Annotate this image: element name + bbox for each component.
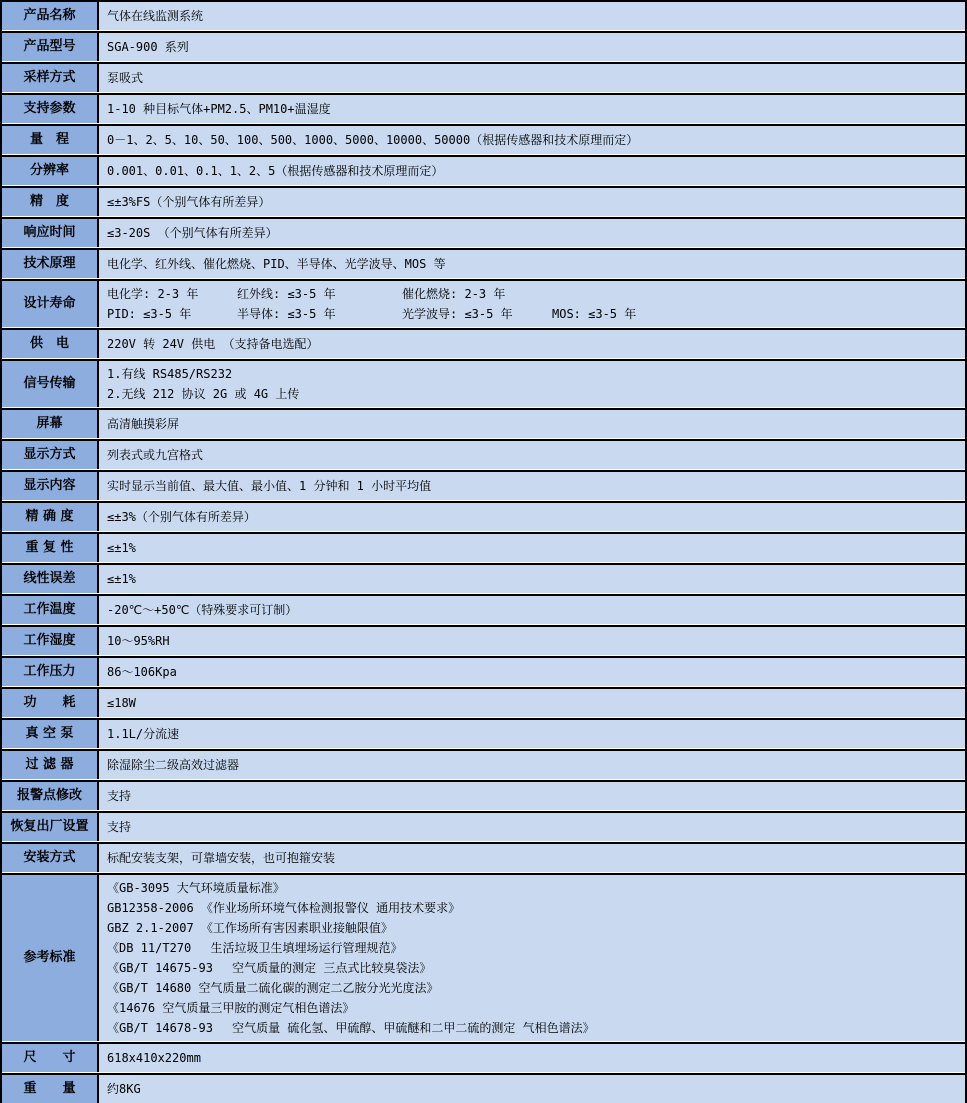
spec-row-value	[99, 330, 965, 358]
spec-row	[2, 62, 965, 92]
spec-row-label: 信号传输	[2, 361, 99, 407]
spec-row-value	[99, 1044, 965, 1072]
spec-row-label: 供 电	[2, 330, 99, 358]
spec-row-value	[99, 281, 965, 327]
spec-row-label: 尺 寸	[2, 1044, 99, 1072]
spec-row-value	[99, 250, 965, 278]
spec-row	[2, 594, 965, 624]
spec-row-value	[99, 33, 965, 61]
spec-value-segment: 《GB/T 14678-93 空气质量 硫化氢、甲硫醇、甲硫醚和二甲二硫的测定 气相色谱法》	[107, 1021, 595, 1035]
spec-value-segment: 光学波导: ≤3-5 年	[402, 307, 513, 321]
spec-row-value	[99, 441, 965, 469]
spec-value-segment: 0－1、2、5、10、50、100、500、1000、5000、10000、50000（根据传感器和技术原理而定）	[107, 133, 639, 147]
spec-value-segment: GBZ 2.1-2007 《工作场所有害因素职业接触限值》	[107, 921, 393, 935]
spec-value-line	[107, 384, 957, 404]
spec-value-line	[107, 254, 957, 274]
spec-value-line	[107, 68, 957, 88]
spec-value-line	[107, 414, 957, 434]
spec-row-value	[99, 689, 965, 717]
spec-row	[2, 625, 965, 655]
spec-row-label: 参考标准	[2, 875, 99, 1041]
spec-value-line	[107, 37, 957, 57]
spec-value-segment: ≤±3%（个别气体有所差异）	[107, 510, 256, 524]
spec-row-value	[99, 503, 965, 531]
spec-row-value	[99, 157, 965, 185]
spec-value-segment: 《14676 空气质量三甲胺的测定气相色谱法》	[107, 1001, 355, 1015]
spec-row-value	[99, 720, 965, 748]
spec-value-segment: 支持	[107, 789, 132, 803]
spec-row	[2, 811, 965, 841]
spec-value-line	[107, 507, 957, 527]
spec-row-value	[99, 596, 965, 624]
spec-row-label: 采样方式	[2, 64, 99, 92]
spec-value-line	[107, 192, 957, 212]
spec-value-line	[107, 1048, 957, 1068]
spec-row	[2, 1073, 965, 1103]
spec-row	[2, 470, 965, 500]
spec-value-segment: 《GB-3095 大气环境质量标准》	[107, 881, 285, 895]
spec-value-segment: 实时显示当前值、最大值、最小值、1 分钟和 1 小时平均值	[107, 479, 432, 493]
spec-row-label: 量 程	[2, 126, 99, 154]
spec-value-line	[107, 848, 957, 868]
spec-row	[2, 328, 965, 358]
spec-row-label: 设计寿命	[2, 281, 99, 327]
spec-row	[2, 501, 965, 531]
spec-row-label: 分辨率	[2, 157, 99, 185]
spec-value-segment: 《GB/T 14680 空气质量二硫化碳的测定二乙胺分光光度法》	[107, 981, 439, 995]
spec-row-value	[99, 565, 965, 593]
spec-value-segment: 220V 转 24V 供电 （支持备电选配）	[107, 337, 319, 351]
spec-row-value	[99, 95, 965, 123]
spec-row-label: 报警点修改	[2, 782, 99, 810]
spec-value-line	[107, 364, 957, 384]
spec-value-line	[107, 998, 957, 1018]
spec-row	[2, 359, 965, 407]
spec-row-value	[99, 627, 965, 655]
spec-value-line	[107, 786, 957, 806]
spec-value-line	[107, 99, 957, 119]
spec-row	[2, 124, 965, 154]
spec-row-label: 显示方式	[2, 441, 99, 469]
spec-value-line	[107, 600, 957, 620]
spec-row-label: 重 复 性	[2, 534, 99, 562]
spec-row-value	[99, 410, 965, 438]
spec-row-value	[99, 782, 965, 810]
spec-row-value	[99, 188, 965, 216]
spec-value-segment: ≤±3%FS（个别气体有所差异）	[107, 195, 271, 209]
spec-row-label: 响应时间	[2, 219, 99, 247]
spec-value-segment: 半导体: ≤3-5 年	[237, 307, 336, 321]
spec-row	[2, 439, 965, 469]
spec-value-segment: 红外线: ≤3-5 年	[237, 287, 336, 301]
spec-value-line	[107, 1079, 957, 1099]
spec-row	[2, 217, 965, 247]
spec-value-segment: 1.1L/分流速	[107, 727, 180, 741]
spec-row	[2, 186, 965, 216]
spec-row	[2, 563, 965, 593]
spec-value-line	[107, 817, 957, 837]
spec-value-segment: ≤3-20S （个别气体有所差异）	[107, 226, 278, 240]
spec-row-label: 重 量	[2, 1075, 99, 1103]
spec-row-value	[99, 2, 965, 30]
spec-row-label: 产品型号	[2, 33, 99, 61]
spec-value-line	[107, 445, 957, 465]
spec-value-line	[107, 569, 957, 589]
spec-row-label: 功 耗	[2, 689, 99, 717]
spec-value-segment: 1.有线 RS485/RS232	[107, 367, 233, 381]
spec-row-label: 屏幕	[2, 410, 99, 438]
spec-value-line	[107, 223, 957, 243]
spec-row-label: 线性误差	[2, 565, 99, 593]
spec-value-segment: 0.001、0.01、0.1、1、2、5（根据传感器和技术原理而定）	[107, 164, 444, 178]
spec-row	[2, 687, 965, 717]
spec-row-value	[99, 361, 965, 407]
spec-value-segment: 《GB/T 14675-93 空气质量的测定 三点式比较臭袋法》	[107, 961, 432, 975]
spec-row	[2, 842, 965, 872]
spec-value-line	[107, 662, 957, 682]
spec-row-label: 显示内容	[2, 472, 99, 500]
spec-row	[2, 532, 965, 562]
spec-row-value	[99, 534, 965, 562]
spec-row	[2, 155, 965, 185]
spec-row-label: 技术原理	[2, 250, 99, 278]
spec-value-segment: 2.无线 212 协议 2G 或 4G 上传	[107, 387, 300, 401]
spec-value-segment: 10～95%RH	[107, 634, 170, 648]
spec-value-segment: 高清触摸彩屏	[107, 417, 180, 431]
spec-value-line	[107, 161, 957, 181]
spec-value-line	[107, 631, 957, 651]
spec-row	[2, 780, 965, 810]
spec-value-segment: ≤18W	[107, 696, 136, 710]
spec-row-value	[99, 751, 965, 779]
spec-row-label: 支持参数	[2, 95, 99, 123]
spec-row-label: 工作温度	[2, 596, 99, 624]
spec-value-segment: ≤±1%	[107, 572, 136, 586]
spec-value-line	[107, 1018, 957, 1038]
spec-row-value	[99, 813, 965, 841]
spec-row	[2, 93, 965, 123]
spec-value-line	[107, 898, 957, 918]
spec-value-segment: 618x410x220mm	[107, 1051, 201, 1065]
spec-row-value	[99, 126, 965, 154]
spec-value-line	[107, 938, 957, 958]
spec-row-label: 安装方式	[2, 844, 99, 872]
spec-value-segment: MOS: ≤3-5 年	[552, 307, 637, 321]
spec-value-segment: 除湿除尘二级高效过滤器	[107, 758, 240, 772]
spec-row-label: 恢复出厂设置	[2, 813, 99, 841]
spec-row-value	[99, 1075, 965, 1103]
spec-row-value	[99, 875, 965, 1041]
spec-value-segment: 列表式或九宫格式	[107, 448, 204, 462]
spec-row	[2, 873, 965, 1041]
spec-value-line	[107, 476, 957, 496]
spec-value-line	[107, 755, 957, 775]
spec-value-segment: ≤±1%	[107, 541, 136, 555]
spec-value-segment: SGA-900 系列	[107, 40, 189, 54]
spec-row	[2, 408, 965, 438]
spec-row-label: 过 滤 器	[2, 751, 99, 779]
spec-row	[2, 656, 965, 686]
spec-value-segment: 86～106Kpa	[107, 665, 177, 679]
spec-value-line	[107, 538, 957, 558]
spec-row-value	[99, 64, 965, 92]
spec-row-value	[99, 472, 965, 500]
spec-value-segment: 电化学: 2-3 年	[107, 287, 199, 301]
spec-row-label: 工作湿度	[2, 627, 99, 655]
spec-value-line	[107, 284, 957, 304]
spec-value-line	[107, 693, 957, 713]
spec-value-line	[107, 6, 957, 26]
spec-value-line	[107, 724, 957, 744]
spec-row	[2, 248, 965, 278]
spec-row-label: 工作压力	[2, 658, 99, 686]
spec-row-label: 真 空 泵	[2, 720, 99, 748]
spec-value-segment: PID: ≤3-5 年	[107, 307, 192, 321]
spec-value-line	[107, 978, 957, 998]
spec-row	[2, 718, 965, 748]
spec-value-segment: 催化燃烧: 2-3 年	[402, 287, 506, 301]
spec-row-label: 精 度	[2, 188, 99, 216]
spec-row	[2, 749, 965, 779]
spec-value-line	[107, 130, 957, 150]
spec-value-line	[107, 878, 957, 898]
spec-row-value	[99, 658, 965, 686]
spec-value-segment: 约8KG	[107, 1082, 141, 1096]
spec-row	[2, 1042, 965, 1072]
spec-row	[2, 31, 965, 61]
spec-value-line	[107, 334, 957, 354]
spec-value-segment: -20℃～+50℃（特殊要求可订制）	[107, 603, 298, 617]
spec-value-segment: 电化学、红外线、催化燃烧、PID、半导体、光学波导、MOS 等	[107, 257, 446, 271]
spec-value-segment: GB12358-2006 《作业场所环境气体检测报警仪 通用技术要求》	[107, 901, 461, 915]
spec-value-segment: 气体在线监测系统	[107, 9, 204, 23]
spec-row-value	[99, 219, 965, 247]
spec-row-value	[99, 844, 965, 872]
spec-value-line	[107, 918, 957, 938]
spec-row	[2, 2, 965, 30]
spec-value-segment: 泵吸式	[107, 71, 144, 85]
spec-value-segment: 《DB 11/T270 生活垃圾卫生填埋场运行管理规范》	[107, 941, 403, 955]
spec-value-line	[107, 958, 957, 978]
spec-value-segment: 标配安装支架，可靠墙安装，也可抱箍安装	[107, 851, 336, 865]
spec-value-line	[107, 304, 957, 324]
spec-row-label: 精 确 度	[2, 503, 99, 531]
spec-value-segment: 1-10 种目标气体+PM2.5、PM10+温湿度	[107, 102, 331, 116]
spec-row-label: 产品名称	[2, 2, 99, 30]
spec-value-segment: 支持	[107, 820, 132, 834]
spec-row	[2, 279, 965, 327]
